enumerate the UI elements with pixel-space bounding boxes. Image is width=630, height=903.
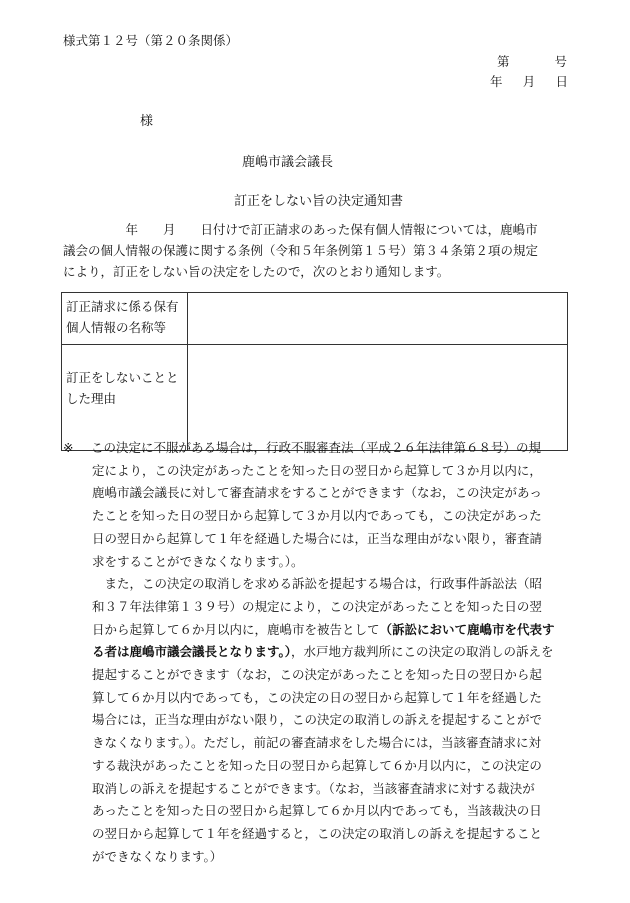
document-number-suffix: 号 <box>554 54 567 69</box>
note-line: 取消しの訴えを提起することができます。（なお，当該審査請求に対する裁決が <box>92 780 535 796</box>
sender: 鹿嶋市議会議長 <box>242 155 334 170</box>
document-title: 訂正をしない旨の決定通知書 <box>234 194 404 209</box>
note-line: 日から起算して６か月以内に，鹿嶋市を被告として（訴訟において鹿嶋市を代表す <box>92 621 555 637</box>
bold-emphasis: る者は鹿嶋市議会議長となります。） <box>92 644 292 660</box>
note-line: きなくなります。）。ただし，前記の審査請求をした場合には，当該審査請求に対 <box>92 735 542 751</box>
intro-paragraph <box>63 219 569 282</box>
note-mark: ※ <box>63 440 74 455</box>
table-value-reason[interactable] <box>188 345 568 451</box>
note-line: る者は鹿嶋市議会議長となります。），水戸地方裁判所にこの決定の取消しの訴えを <box>92 644 554 660</box>
table-value-record-name[interactable] <box>188 293 568 345</box>
note-line: 算して６か月以内であっても，この決定の日の翌日から起算して１年を経過した <box>92 689 542 705</box>
document-number <box>497 52 567 70</box>
note-line: ができなくなります。） <box>92 848 223 864</box>
addressee: 様 <box>140 114 154 129</box>
table-row <box>62 293 568 345</box>
note-line: する裁決があったことを知った日の翌日から起算して６か月以内に，この決定の <box>92 757 542 773</box>
document-date <box>490 72 568 90</box>
date-year: 年 <box>490 74 503 89</box>
intro-line: により，訂正をしない旨の決定をしたので，次のとおり通知します。 <box>63 264 450 279</box>
note-line: この決定に不服がある場合は，行政不服審査法（平成２６年法律第６８号）の規 <box>91 440 542 455</box>
note-line: 定により，この決定があったことを知った日の翌日から起算して３か月以内に， <box>92 462 542 478</box>
note-line: また，この決定の取消しを求める訴訟を提起する場合は，行政事件訴訟法（昭 <box>92 576 543 592</box>
note-line: 和３７年法律第１３９号）の規定により，この決定があったことを知った日の翌 <box>92 598 542 614</box>
note-line: 提起することができます（なお，この決定があったことを知った日の翌日から起 <box>92 667 542 683</box>
table-label-record-name: 訂正請求に係る保有 個人情報の名称等 <box>62 293 188 345</box>
table-label-reason: 訂正をしないことと した理由 <box>62 345 188 451</box>
date-day: 日 <box>555 74 568 89</box>
bold-emphasis: （訴訟において鹿嶋市を代表す <box>379 621 555 637</box>
note-line: 場合には，正当な理由がない限り，この決定の取消しの訴えを提起することがで <box>92 712 543 728</box>
intro-line: 年 月 日付けで訂正請求のあった保有個人情報については，鹿嶋市 <box>63 222 538 237</box>
table-row <box>62 345 568 451</box>
intro-line: 議会の個人情報の保護に関する条例（令和５年条例第１５号）第３４条第２項の規定 <box>63 243 539 258</box>
notes-section <box>63 437 573 868</box>
note-line: あったことを知った日の翌日から起算して６か月以内であっても，当該裁決の日 <box>92 803 542 819</box>
note-line: 日の翌日から起算して１年を経過した場合には，正当な理由がない限り，審査請 <box>92 530 543 546</box>
note-line: たことを知った日の翌日から起算して３か月以内であっても，この決定があった <box>92 508 542 524</box>
note-line: の翌日から起算して１年を経過すると，この決定の取消しの訴えを提起すること <box>92 825 543 841</box>
note-line: 求をすることができなくなります。）。 <box>92 553 304 569</box>
form-number: 様式第１２号（第２０条関係） <box>63 33 239 48</box>
form-table <box>61 292 568 451</box>
date-month: 月 <box>522 74 536 89</box>
document-number-prefix: 第 <box>497 54 510 69</box>
note-line: 鹿嶋市議会議長に対して審査請求をすることができます（なお，この決定があっ <box>92 485 542 501</box>
